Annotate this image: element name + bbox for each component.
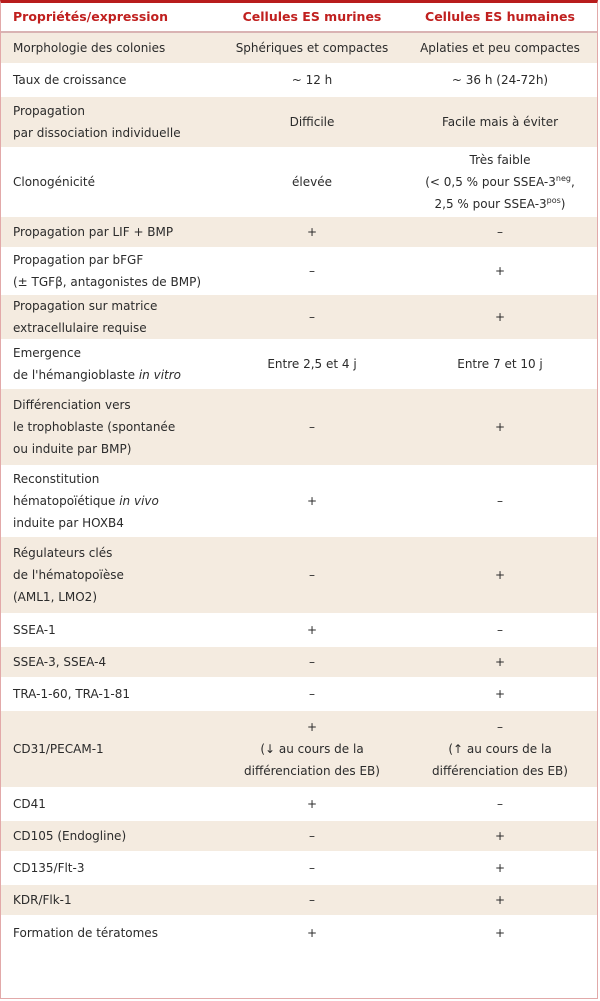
property-cell xyxy=(1,32,223,64)
human-line: – xyxy=(497,494,503,508)
table-row xyxy=(1,788,598,820)
table-row xyxy=(1,216,598,248)
table-body xyxy=(1,32,598,949)
header-human: Cellules ES humaines xyxy=(401,3,598,32)
property-line: induite par HOXB4 xyxy=(13,516,124,530)
human-line: (< 0,5 % pour SSEA-$3^{neg}$, xyxy=(425,174,575,189)
murine-line: Sphériques et compactes xyxy=(235,41,389,55)
murine-line: – xyxy=(309,829,315,843)
murine-line: ~ 12 h xyxy=(291,73,333,87)
murine-cell xyxy=(223,64,401,96)
murine-line: + xyxy=(306,925,318,940)
murine-cell xyxy=(223,294,401,340)
property-line: Différenciation vers xyxy=(13,398,131,412)
superscript-neg: neg xyxy=(555,174,571,183)
human-line: Aplaties et peu compactes xyxy=(420,41,580,55)
property-cell xyxy=(1,466,223,536)
property-cell xyxy=(1,388,223,466)
table-row xyxy=(1,248,598,294)
human-cell xyxy=(401,614,598,646)
property-line: par dissociation individuelle xyxy=(13,126,181,140)
property-line: SSEA-1 xyxy=(13,623,56,637)
human-cell xyxy=(401,678,598,710)
property-cell xyxy=(1,710,223,788)
property-italic: in vivo xyxy=(115,494,159,508)
murine-line: – xyxy=(309,420,315,434)
property-italic: in vitro xyxy=(135,368,182,382)
property-line: hématopoïétique in vivo xyxy=(13,494,159,508)
property-cell xyxy=(1,820,223,852)
human-line: + xyxy=(494,925,506,940)
murine-cell xyxy=(223,32,401,64)
property-line: (AML1, LMO2) xyxy=(13,590,97,604)
murine-cell xyxy=(223,216,401,248)
property-cell xyxy=(1,646,223,678)
property-line: CD135/Flt-3 xyxy=(13,861,85,875)
property-cell xyxy=(1,678,223,710)
table-row xyxy=(1,710,598,788)
property-line: ou induite par BMP) xyxy=(13,442,132,456)
human-line: Entre 7 et 10 j xyxy=(457,357,543,371)
murine-line: – xyxy=(309,655,315,669)
table-row xyxy=(1,466,598,536)
murine-cell xyxy=(223,678,401,710)
property-line: Propagation par bFGF xyxy=(13,253,144,267)
human-line: différenciation des EB) xyxy=(432,764,568,778)
murine-line: Entre 2,5 et 4 j xyxy=(267,357,357,371)
table-row xyxy=(1,884,598,916)
human-line: (↑ au cours de la xyxy=(448,742,552,756)
property-cell xyxy=(1,788,223,820)
header-properties: Propriétés/expression xyxy=(1,3,223,32)
property-cell xyxy=(1,884,223,916)
human-line: + xyxy=(494,861,506,875)
human-cell xyxy=(401,294,598,340)
murine-cell xyxy=(223,340,401,388)
murine-cell xyxy=(223,820,401,852)
property-line: Propagation xyxy=(13,104,85,118)
murine-cell xyxy=(223,852,401,884)
header-murine: Cellules ES murines xyxy=(223,3,401,32)
property-line: extracellulaire requise xyxy=(13,321,147,335)
human-line: 2,5 % pour SSEA-$3^{pos}$) xyxy=(434,196,566,211)
murine-line: – xyxy=(309,310,315,324)
murine-cell xyxy=(223,388,401,466)
human-line: + xyxy=(494,829,506,843)
human-line: – xyxy=(497,623,503,637)
property-line: Taux de croissance xyxy=(13,73,127,87)
property-cell xyxy=(1,340,223,388)
murine-line: (↓ au cours de la xyxy=(260,742,364,756)
property-line: CD105 (Endogline) xyxy=(13,829,127,843)
property-line: de l'hémangioblaste in vitro xyxy=(13,368,182,382)
comparison-table xyxy=(1,3,598,950)
superscript-pos: pos xyxy=(546,196,561,205)
human-line: + xyxy=(494,655,506,669)
table-row xyxy=(1,388,598,466)
property-line: de l'hématopoïèse xyxy=(13,568,124,582)
property-cell xyxy=(1,294,223,340)
murine-line: différenciation des EB) xyxy=(244,764,380,778)
human-line: + xyxy=(494,568,506,582)
property-line: Propagation sur matrice xyxy=(13,299,158,313)
table-row xyxy=(1,614,598,646)
property-cell xyxy=(1,852,223,884)
human-cell xyxy=(401,884,598,916)
human-line: Facile mais à éviter xyxy=(441,115,559,129)
murine-cell xyxy=(223,96,401,148)
murine-line: élevée xyxy=(292,175,332,189)
murine-cell xyxy=(223,710,401,788)
human-line: + xyxy=(494,687,506,701)
murine-cell xyxy=(223,466,401,536)
human-line: – xyxy=(497,225,503,239)
human-cell xyxy=(401,248,598,294)
human-line: – xyxy=(497,720,503,734)
property-line: CD31/PECAM-1 xyxy=(13,742,104,756)
human-cell xyxy=(401,32,598,64)
murine-line: + xyxy=(306,225,318,239)
table-row xyxy=(1,64,598,96)
murine-cell xyxy=(223,148,401,216)
human-line: – xyxy=(497,797,503,811)
murine-cell xyxy=(223,614,401,646)
murine-cell xyxy=(223,248,401,294)
human-line: + xyxy=(494,310,506,324)
murine-cell xyxy=(223,884,401,916)
table-row xyxy=(1,536,598,614)
human-cell xyxy=(401,388,598,466)
property-line: Emergence xyxy=(13,346,81,360)
table-row xyxy=(1,148,598,216)
human-line: ~ 36 h (24-72h) xyxy=(451,73,549,87)
human-line: + xyxy=(494,420,506,434)
property-cell xyxy=(1,216,223,248)
human-cell xyxy=(401,216,598,248)
property-line: le trophoblaste (spontanée xyxy=(13,420,176,434)
property-cell xyxy=(1,64,223,96)
murine-line: – xyxy=(309,893,315,907)
human-cell xyxy=(401,340,598,388)
property-line: TRA-1-60, TRA-1-81 xyxy=(13,687,131,701)
murine-line: + xyxy=(306,623,318,637)
property-line: KDR/Flk-1 xyxy=(13,893,72,907)
property-line: Régulateurs clés xyxy=(13,546,113,560)
table-row xyxy=(1,916,598,949)
table-row xyxy=(1,646,598,678)
human-line: Très faible xyxy=(469,153,531,167)
property-line: Formation de tératomes xyxy=(13,925,158,940)
property-line: SSEA-3, SSEA-4 xyxy=(13,655,107,669)
murine-cell xyxy=(223,788,401,820)
property-cell xyxy=(1,536,223,614)
murine-line: + xyxy=(306,720,318,734)
property-cell xyxy=(1,96,223,148)
table-row xyxy=(1,96,598,148)
murine-line: + xyxy=(306,797,318,811)
table-row xyxy=(1,820,598,852)
human-cell xyxy=(401,820,598,852)
table-row xyxy=(1,340,598,388)
human-cell xyxy=(401,788,598,820)
human-cell xyxy=(401,536,598,614)
murine-line: – xyxy=(309,861,315,875)
murine-line: – xyxy=(309,568,315,582)
property-line: Reconstitution xyxy=(13,472,100,486)
murine-line: Difficile xyxy=(289,115,335,129)
human-cell xyxy=(401,64,598,96)
property-cell xyxy=(1,916,223,949)
murine-cell xyxy=(223,916,401,949)
property-line: Morphologie des colonies xyxy=(13,41,166,55)
property-cell xyxy=(1,248,223,294)
human-cell xyxy=(401,148,598,216)
murine-line: + xyxy=(306,494,318,508)
human-cell xyxy=(401,852,598,884)
property-cell xyxy=(1,148,223,216)
property-line: CD41 xyxy=(13,797,46,811)
human-cell xyxy=(401,916,598,949)
table-row xyxy=(1,678,598,710)
human-cell xyxy=(401,466,598,536)
murine-line: – xyxy=(309,687,315,701)
property-line: Clonogénicité xyxy=(13,175,95,189)
human-cell xyxy=(401,646,598,678)
property-line: (± TGFβ, antagonistes de BMP) xyxy=(13,275,202,289)
table-row xyxy=(1,294,598,340)
property-cell xyxy=(1,614,223,646)
murine-cell xyxy=(223,646,401,678)
human-cell xyxy=(401,710,598,788)
human-line: + xyxy=(494,264,506,278)
property-line: Propagation par LIF + BMP xyxy=(13,225,174,239)
human-line: + xyxy=(494,893,506,907)
header-row xyxy=(1,3,598,32)
murine-cell xyxy=(223,536,401,614)
table-row xyxy=(1,852,598,884)
human-cell xyxy=(401,96,598,148)
table-row xyxy=(1,32,598,64)
murine-line: – xyxy=(309,264,315,278)
